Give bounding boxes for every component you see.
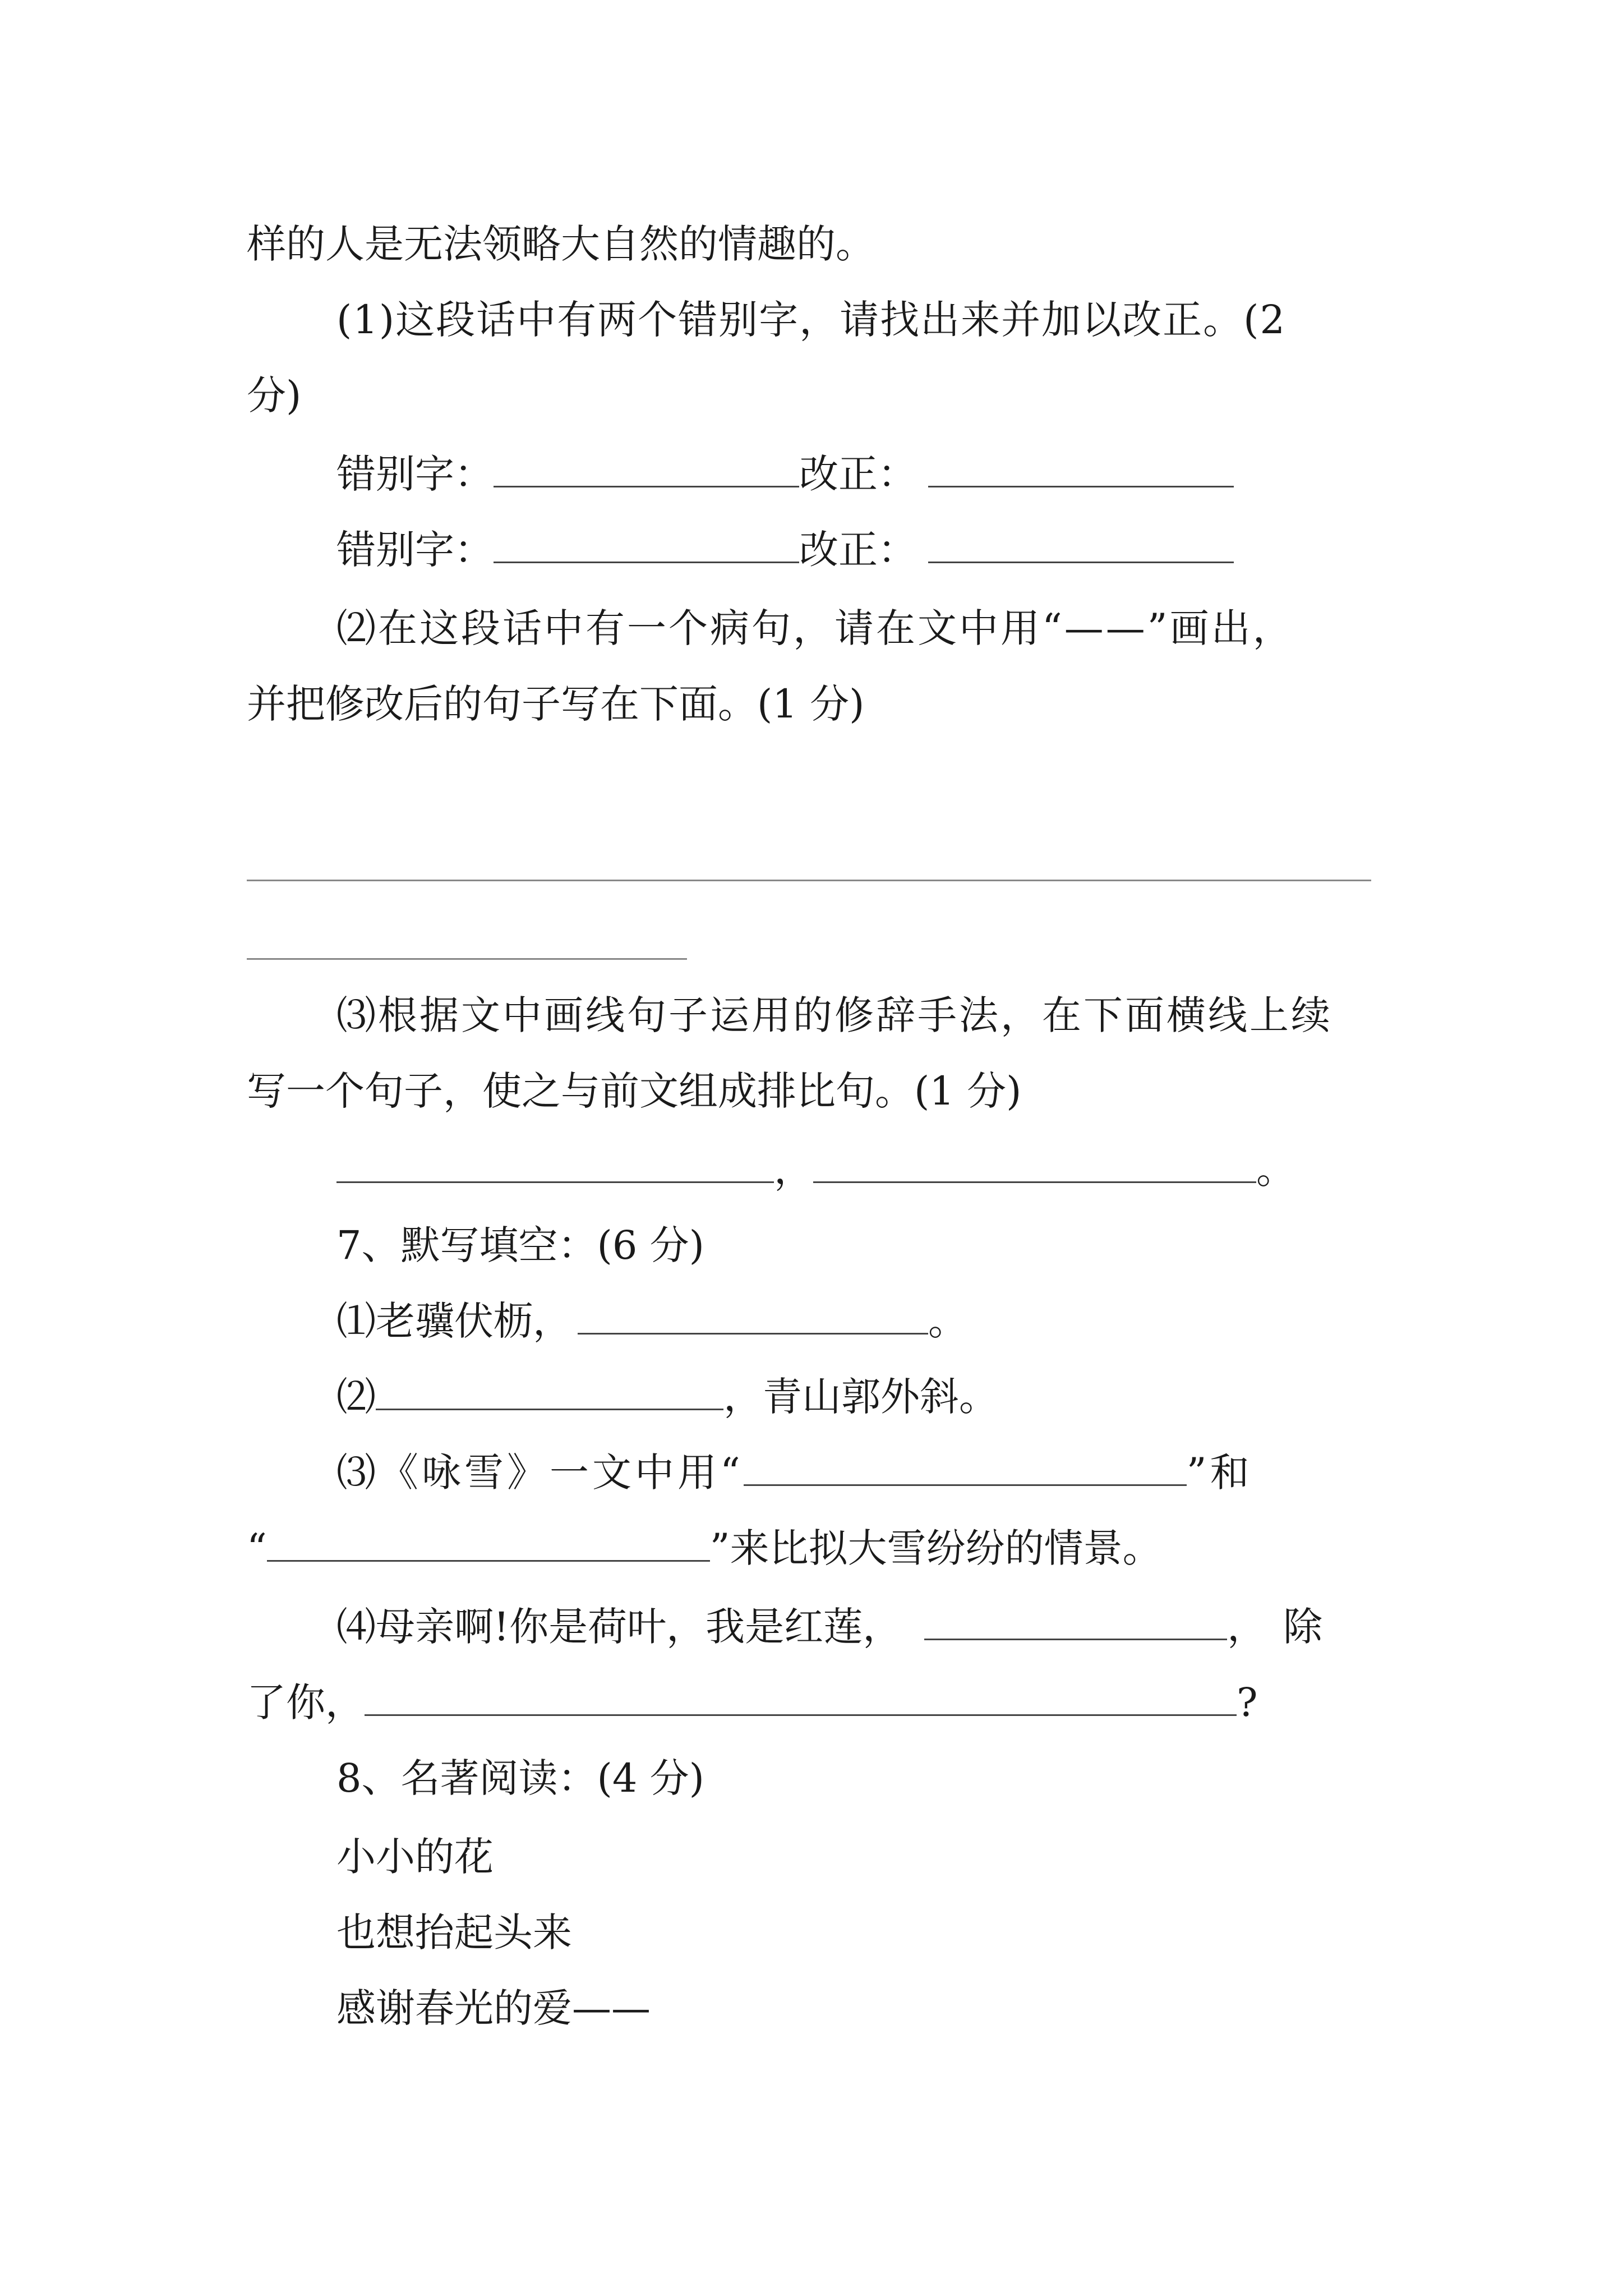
section-8-title: 8、名著阅读：(4 分) [336, 1755, 704, 1801]
blank-recite-2[interactable] [376, 1375, 723, 1410]
label-correction-2: 改正： [799, 527, 917, 573]
recite-item-4-text: ⑷母亲啊!你是荷叶，我是红莲， [336, 1604, 902, 1650]
answer-row-2 [336, 524, 1234, 575]
period: 。 [1256, 1147, 1295, 1193]
recite-item-3-line-2 [247, 1523, 1162, 1573]
poem-line-3: 感谢春光的爱—— [336, 1985, 651, 2031]
intro-line: 样的人是无法领略大自然的情趣的。 [247, 221, 875, 267]
section-7-title: 7、默写填空：(6 分) [336, 1222, 704, 1268]
label-wrong-char-1: 错别字： [336, 451, 494, 497]
question-2-line-2: 并把修改后的句子写在下面。(1 分) [247, 681, 865, 727]
recite-item-4-line-2 [247, 1677, 1258, 1728]
poem-line-1: 小小的花 [336, 1834, 494, 1880]
label-wrong-char-2: 错别字： [336, 527, 494, 573]
blank-wrong-char-2[interactable] [494, 528, 799, 563]
question-3-line-1: ⑶根据文中画线句子运用的修辞手法，在下面横线上续 [336, 992, 1332, 1038]
answer-row-1 [336, 449, 1234, 499]
parallel-sentence-row [336, 1144, 1295, 1195]
recite-item-3-line-1 [336, 1447, 1253, 1498]
recite-item-3-tail: ”来比拟大雪纷纷的情景。 [709, 1525, 1162, 1571]
recite-item-2-text: ，青山郭外斜。 [723, 1374, 998, 1420]
answer-line-short[interactable] [247, 958, 687, 960]
question-mark: ? [1237, 1680, 1258, 1726]
question-1-line-2: 分) [247, 372, 302, 418]
poem-line-2: 也想抬起头来 [336, 1910, 572, 1955]
blank-recite-3b[interactable] [267, 1526, 710, 1562]
answer-line-long[interactable] [247, 880, 1371, 881]
open-quote: “ [247, 1525, 267, 1571]
question-3-line-2: 写一个句子，使之与前文组成排比句。(1 分) [247, 1068, 1022, 1114]
recite-item-2-num: ⑵ [336, 1374, 376, 1420]
blank-recite-3a[interactable] [744, 1451, 1187, 1486]
recite-item-2 [336, 1372, 998, 1422]
blank-parallel-1[interactable] [336, 1148, 774, 1183]
recite-item-4-line-1 [336, 1602, 1339, 1652]
recite-item-1-end: 。 [928, 1298, 967, 1344]
blank-recite-4b[interactable] [365, 1681, 1237, 1716]
comma: ， [774, 1147, 813, 1193]
recite-item-1 [336, 1296, 967, 1346]
recite-item-1-text: ⑴老骥伏枥， [336, 1298, 572, 1344]
blank-correction-1[interactable] [928, 452, 1234, 487]
label-correction-1: 改正： [799, 451, 917, 497]
question-2-line-1: ⑵在这段话中有一个病句，请在文中用“——”画出， [336, 605, 1294, 651]
blank-recite-1[interactable] [578, 1299, 928, 1335]
recite-item-4-text2: 了你， [247, 1680, 365, 1726]
blank-recite-4a[interactable] [924, 1605, 1227, 1640]
recite-item-3-text: ⑶《咏雪》一文中用“ [336, 1450, 744, 1496]
question-1-line-1: (1)这段话中有两个错别字，请找出来并加以改正。(2 [336, 297, 1286, 343]
blank-correction-2[interactable] [928, 528, 1234, 563]
recite-item-4-chu: ，除 [1227, 1604, 1340, 1650]
blank-wrong-char-1[interactable] [494, 452, 799, 487]
recite-item-3-and: ”和 [1186, 1450, 1253, 1496]
blank-parallel-2[interactable] [813, 1148, 1256, 1183]
